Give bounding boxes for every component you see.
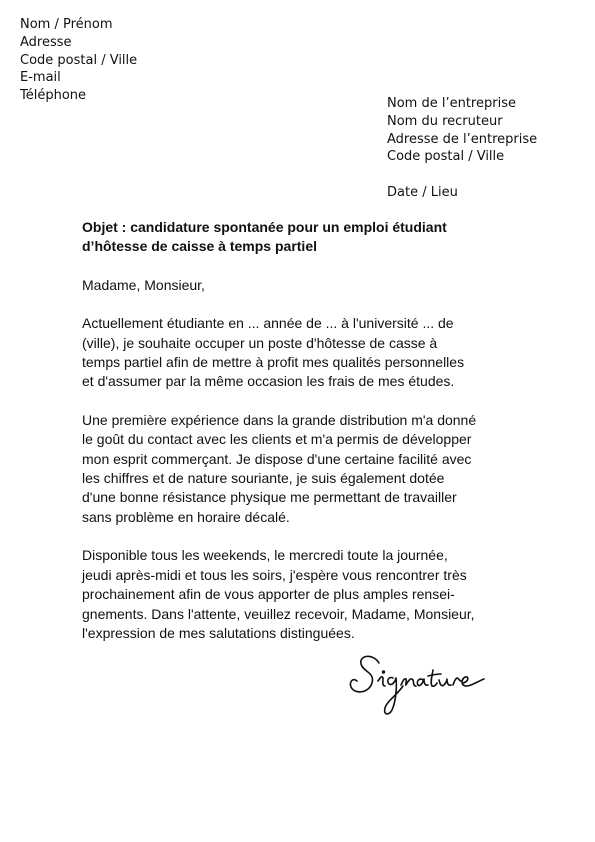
paragraph-line: l'expression de mes salutations distinguées. bbox=[82, 624, 355, 641]
paragraph-line: mon esprit commerçant. Je dispose d'une certaine facilité avec bbox=[82, 450, 472, 467]
paragraph-line: Une première expérience dans la grande distribution m'a donné bbox=[82, 411, 477, 428]
recipient-block bbox=[387, 95, 537, 166]
letter-paragraph bbox=[82, 546, 512, 643]
paragraph-line: et d'assumer par la même occasion les frais de mes études. bbox=[82, 373, 455, 390]
sender-email: E-mail bbox=[20, 70, 61, 86]
recipient-recruiter: Nom du recruteur bbox=[387, 113, 503, 129]
recipient-postal-city: Code postal / Ville bbox=[387, 149, 505, 165]
recipient-address: Adresse de l’entreprise bbox=[387, 131, 538, 147]
paragraph-line: temps partiel afin de mettre à profit mes qualités personnelles bbox=[82, 354, 465, 371]
paragraph-line: d'une bonne résistance physique me permettant de travailler bbox=[82, 489, 457, 506]
date-place: Date / Lieu bbox=[387, 185, 458, 200]
letter-subject bbox=[82, 218, 512, 257]
paragraph-line: sans problème en horaire décalé. bbox=[82, 508, 290, 525]
paragraph-line: prochainement afin de vous apporter de plus amples rensei- bbox=[82, 586, 455, 603]
handwritten-signature bbox=[345, 645, 495, 723]
paragraph-line: gnements. Dans l'attente, veuillez recevoir, Madame, Monsieur, bbox=[82, 605, 475, 622]
sender-name: Nom / Prénom bbox=[20, 17, 113, 32]
letter-body bbox=[82, 218, 512, 643]
paragraph-line: le goût du contact avec les clients et m'a permis de développer bbox=[82, 431, 472, 448]
paragraph-line: jeudi après-midi et tous les soirs, j'espère vous rencontrer très bbox=[82, 566, 467, 583]
sender-postal-city: Code postal / Ville bbox=[20, 52, 138, 68]
letter-paragraph bbox=[82, 411, 512, 527]
paragraph-line: les chiffres et de nature souriante, je suis également dotée bbox=[82, 470, 445, 487]
sender-address: Adresse bbox=[20, 34, 72, 50]
sender-phone: Téléphone bbox=[20, 88, 87, 104]
sender-block bbox=[20, 16, 137, 105]
paragraph-line: Actuellement étudiante en ... année de ... à l'université ... de bbox=[82, 315, 454, 332]
letter-paragraph bbox=[82, 314, 512, 392]
subject-line: d’hôtesse de caisse à temps partiel bbox=[82, 238, 317, 255]
paragraph-line: Disponible tous les weekends, le mercredi toute la journée, bbox=[82, 547, 448, 564]
subject-line: Objet : candidature spontanée pour un emploi étudiant bbox=[82, 219, 447, 235]
letter-greeting: Madame, Monsieur, bbox=[82, 276, 205, 293]
paragraph-line: (ville), je souhaite occuper un poste d'hôtesse de casse à bbox=[82, 334, 438, 351]
recipient-company: Nom de l’entreprise bbox=[387, 96, 516, 111]
